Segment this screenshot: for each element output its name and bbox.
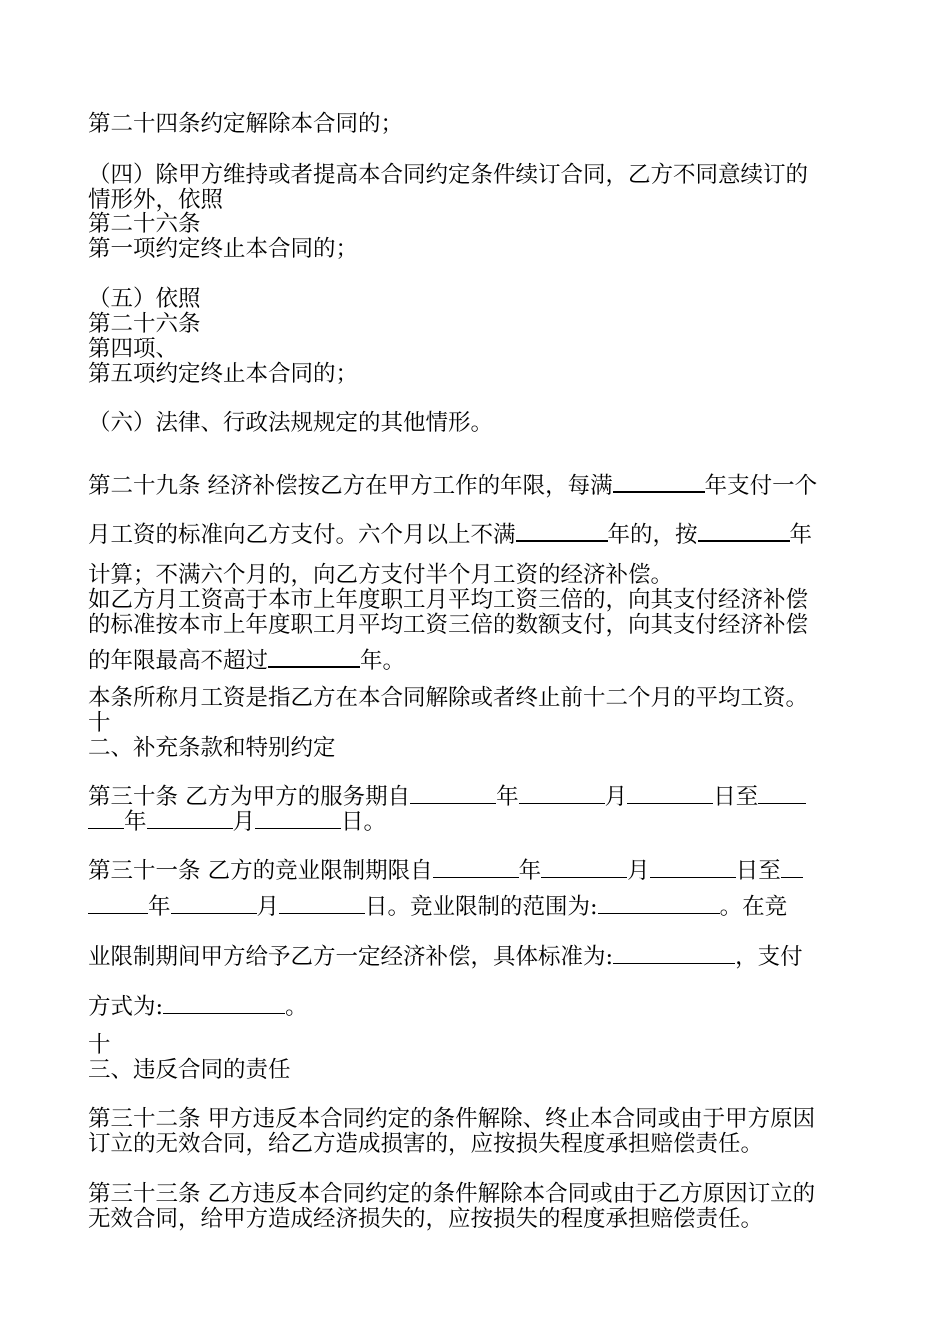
item-4-line: 情形外，依照 <box>88 187 224 213</box>
section-number: 十 <box>88 710 111 736</box>
article-31-line <box>88 894 787 920</box>
item-5-line: （五）依照 <box>88 286 201 312</box>
article-31-text: 业限制期间甲方给予乙方一定经济补偿，具体标准为: <box>88 944 614 970</box>
blank-field[interactable] <box>516 522 608 542</box>
article-29-line: 计算；不满六个月的，向乙方支付半个月工资的经济补偿。 <box>88 562 674 588</box>
item-5-line: 第四项、 <box>88 336 179 362</box>
blank-field[interactable] <box>279 894 365 914</box>
section-heading: 二、补充条款和特别约定 <box>88 735 336 761</box>
article-29-text: 年 <box>789 522 813 548</box>
blank-field[interactable] <box>433 858 519 878</box>
blank-field[interactable] <box>171 894 257 914</box>
article-31-text: 。在竞 <box>719 894 788 920</box>
article-29-text: 第二十九条 经济补偿按乙方在甲方工作的年限，每满 <box>88 473 613 499</box>
article-29-text: 的年限最高不超过 <box>88 648 269 674</box>
item-6-line: （六）法律、行政法规规定的其他情形。 <box>88 410 494 436</box>
article-33-line: 无效合同，给甲方造成经济损失的，应按损失的程度承担赔偿责任。 <box>88 1206 764 1232</box>
article-29-text: 年支付一个 <box>704 473 818 499</box>
blank-field[interactable] <box>613 944 735 964</box>
clause-line: 第二十四条约定解除本合同的； <box>88 111 404 137</box>
blank-field[interactable] <box>758 784 806 804</box>
item-4-line: 第二十六条 <box>88 211 201 237</box>
article-29-text: 年的，按 <box>607 522 698 548</box>
blank-field[interactable] <box>541 858 627 878</box>
article-30-text: 年 <box>496 784 519 810</box>
article-30-line <box>88 809 386 835</box>
blank-field[interactable] <box>410 784 496 804</box>
article-30-text: 日至 <box>713 784 759 810</box>
article-31-text: 方式为: <box>88 994 164 1020</box>
article-29-line <box>88 648 405 674</box>
article-29-line <box>88 522 812 548</box>
blank-field[interactable] <box>519 784 605 804</box>
article-30-text: 第三十条 乙方为甲方的服务期自 <box>88 784 411 810</box>
blank-field[interactable] <box>88 894 148 914</box>
article-31-text: 年 <box>148 894 171 920</box>
article-29-line: 的标准按本市上年度职工月平均工资三倍的数额支付，向其支付经济补偿 <box>88 612 809 638</box>
article-31-text: 。 <box>285 994 308 1020</box>
article-31-line <box>88 858 803 884</box>
section-heading: 三、违反合同的责任 <box>88 1057 291 1083</box>
article-31-text: 年 <box>518 858 542 884</box>
article-32-line: 订立的无效合同，给乙方造成损害的，应按损失程度承担赔偿责任。 <box>88 1131 764 1157</box>
article-31-text: 日至 <box>735 858 781 884</box>
item-5-line: 第五项约定终止本合同的； <box>88 361 359 387</box>
article-29-line: 如乙方月工资高于本市上年度职工月平均工资三倍的，向其支付经济补偿 <box>88 587 809 613</box>
article-32-line: 第三十二条 甲方违反本合同约定的条件解除、终止本合同或由于甲方原因 <box>88 1106 816 1132</box>
article-31-text: 月 <box>256 894 280 920</box>
article-31-text: ，支付 <box>735 944 803 970</box>
article-29-line <box>88 473 817 499</box>
article-29-text: 月工资的标准向乙方支付。六个月以上不满 <box>88 522 516 548</box>
blank-field[interactable] <box>268 648 360 668</box>
blank-field[interactable] <box>255 809 341 829</box>
item-5-line: 第二十六条 <box>88 311 201 337</box>
article-29-line: 本条所称月工资是指乙方在本合同解除或者终止前十二个月的平均工资。 <box>88 685 809 711</box>
article-30-text: 月 <box>232 809 256 835</box>
article-30-text: 日。 <box>341 809 387 835</box>
article-30-text: 年 <box>124 809 147 835</box>
blank-field[interactable] <box>163 994 285 1014</box>
article-29-text: 年。 <box>360 648 406 674</box>
blank-field[interactable] <box>88 809 124 829</box>
article-30-text: 月 <box>604 784 628 810</box>
item-4-line: 第一项约定终止本合同的； <box>88 236 359 262</box>
article-31-text: 日。竞业限制的范围为: <box>365 894 598 920</box>
article-33-line: 第三十三条 乙方违反本合同约定的条件解除本合同或由于乙方原因订立的 <box>88 1181 816 1207</box>
article-31-text: 月 <box>627 858 650 884</box>
blank-field[interactable] <box>147 809 233 829</box>
article-31-line <box>88 994 308 1020</box>
blank-field[interactable] <box>698 522 790 542</box>
blank-field[interactable] <box>627 784 713 804</box>
blank-field[interactable] <box>650 858 736 878</box>
article-31-text: 第三十一条 乙方的竞业限制期限自 <box>88 858 433 884</box>
article-31-line <box>88 944 803 970</box>
blank-field[interactable] <box>598 894 720 914</box>
blank-field[interactable] <box>613 473 705 493</box>
item-4-line: （四）除甲方维持或者提高本合同约定条件续订合同，乙方不同意续订的 <box>88 162 809 188</box>
blank-field[interactable] <box>781 858 803 878</box>
article-30-line <box>88 784 806 810</box>
section-number: 十 <box>88 1032 111 1058</box>
